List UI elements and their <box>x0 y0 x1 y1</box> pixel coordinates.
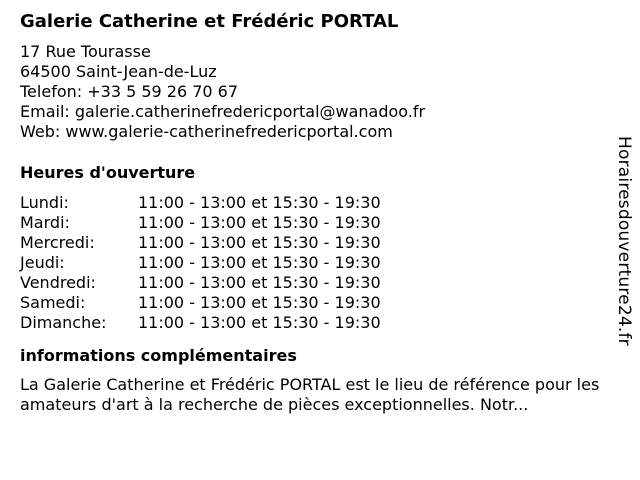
hours-time: 11:00 - 13:00 et 15:30 - 19:30 <box>138 273 381 292</box>
hours-time: 11:00 - 13:00 et 15:30 - 19:30 <box>138 213 381 232</box>
phone-line[interactable]: Telefon: +33 5 59 26 70 67 <box>20 82 239 101</box>
business-title: Galerie Catherine et Frédéric PORTAL <box>20 11 399 32</box>
hours-time: 11:00 - 13:00 et 15:30 - 19:30 <box>138 193 381 212</box>
hours-day: Vendredi: <box>20 273 96 292</box>
hours-day: Lundi: <box>20 193 69 212</box>
hours-time: 11:00 - 13:00 et 15:30 - 19:30 <box>138 293 381 312</box>
hours-row <box>20 193 610 213</box>
web-line[interactable]: Web: www.galerie-catherinefredericportal.com <box>20 122 393 141</box>
business-card <box>20 10 610 415</box>
brand-watermark: Horairesdouverture24.fr <box>614 136 634 346</box>
info-description: La Galerie Catherine et Frédéric PORTAL est le lieu de référence pour les amateurs d'art à la recherche de pièces exceptionnelles. Notr... <box>20 375 600 414</box>
hours-heading: Heures d'ouverture <box>20 163 196 182</box>
hours-time: 11:00 - 13:00 et 15:30 - 19:30 <box>138 313 381 332</box>
hours-row <box>20 313 610 333</box>
hours-row <box>20 293 610 313</box>
hours-time: 11:00 - 13:00 et 15:30 - 19:30 <box>138 253 381 272</box>
hours-row <box>20 273 610 293</box>
hours-table <box>20 193 610 333</box>
address-city: 64500 Saint-Jean-de-Luz <box>20 62 217 81</box>
email-line[interactable]: Email: galerie.catherinefredericportal@wanadoo.fr <box>20 102 426 121</box>
hours-row <box>20 233 610 253</box>
info-heading: informations complémentaires <box>20 346 297 365</box>
hours-day: Mardi: <box>20 213 70 232</box>
hours-row <box>20 253 610 273</box>
hours-day: Jeudi: <box>20 253 65 272</box>
hours-day: Dimanche: <box>20 313 107 332</box>
hours-day: Mercredi: <box>20 233 95 252</box>
hours-time: 11:00 - 13:00 et 15:30 - 19:30 <box>138 233 381 252</box>
hours-day: Samedi: <box>20 293 86 312</box>
contact-block <box>20 42 610 142</box>
address-street: 17 Rue Tourasse <box>20 42 151 61</box>
hours-row <box>20 213 610 233</box>
